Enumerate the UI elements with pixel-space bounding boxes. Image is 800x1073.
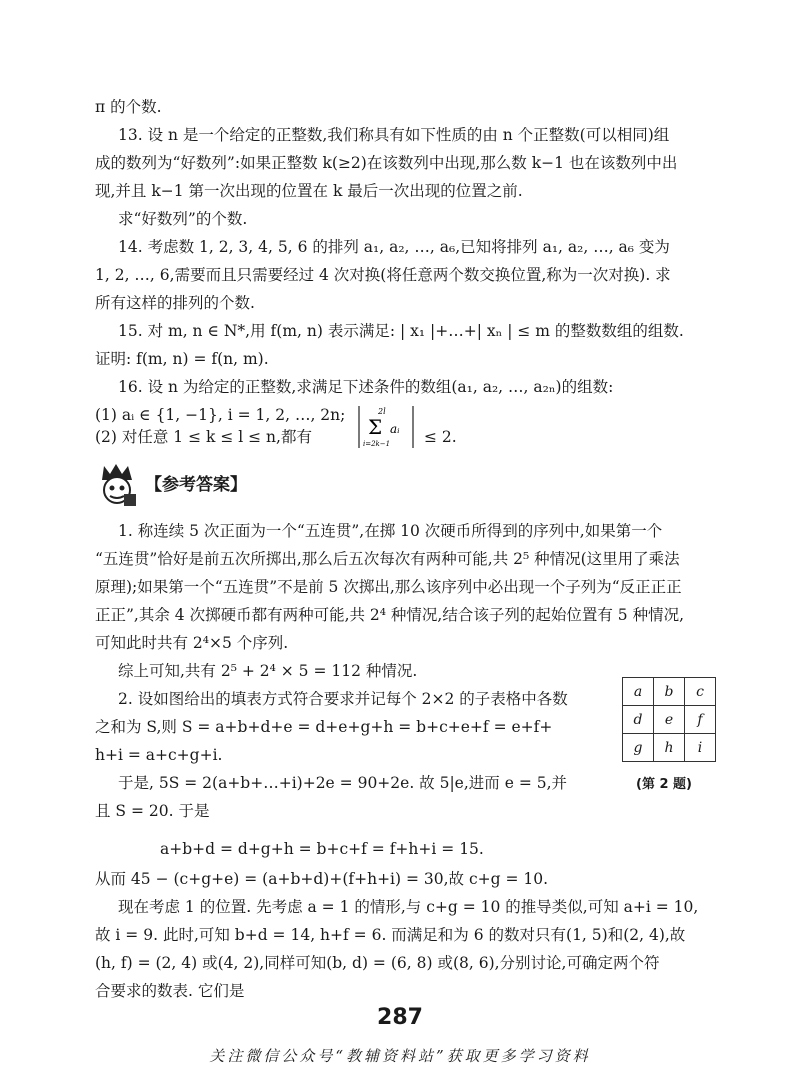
section-title: 【参考答案】	[145, 475, 247, 495]
problem-13: 13. 设 n 是一个给定的正整数,我们称具有如下性质的由 n 个正整数(可以相同)组	[118, 126, 670, 144]
answer-1: 1. 称连续 5 次正面为一个“五连贯”,在掷 10 次硬币所得到的序列中,如果第一个	[118, 522, 663, 540]
text-line: 综上可知,共有 2⁵ + 2⁴ × 5 = 112 种情况.	[118, 662, 418, 680]
text-line: 合要求的数表. 它们是	[95, 982, 245, 1000]
sum-body: aᵢ	[390, 422, 400, 436]
text-line: 所有这样的排列的个数.	[95, 294, 255, 312]
text-line: 之和为 S,则 S = a+b+d+e = d+e+g+h = b+c+e+f = e+f+	[95, 718, 553, 736]
sigma-icon: Σ	[368, 415, 383, 439]
text-line: (1) aᵢ ∈ {1, −1}, i = 1, 2, …, 2n;	[95, 406, 346, 424]
text-line: (h, f) = (2, 4) 或(4, 2),同样可知(b, d) = (6, 8) 或(8, 6),分别讨论,可确定两个符	[95, 954, 660, 972]
sum-upper: 2l	[378, 407, 386, 416]
text-line: h+i = a+c+g+i.	[95, 746, 223, 764]
text-line: 现,并且 k−1 第一次出现的位置在 k 最后一次出现的位置之前.	[95, 182, 523, 200]
answer-2: 2. 设如图给出的填表方式符合要求并记每个 2×2 的子表格中各数	[118, 690, 568, 708]
grid-cell: i	[685, 734, 716, 762]
figure-caption: (第 2 题)	[636, 777, 692, 792]
text-line: 故 i = 9. 此时,可知 b+d = 14, h+f = 6. 而满足和为 6 的数对只有(1, 5)和(2, 4),故	[95, 926, 686, 944]
problem-16: 16. 设 n 为给定的正整数,求满足下述条件的数组(a₁, a₂, …, a₂ₙ)的组数:	[118, 378, 614, 396]
grid-cell: b	[654, 678, 685, 706]
footer-watermark: 关注微信公众号“教辅资料站”获取更多学习资料	[209, 1047, 591, 1065]
problem-14: 14. 考虑数 1, 2, 3, 4, 5, 6 的排列 a₁, a₂, …, a₆,已知将排列 a₁, a₂, …, a₆ 变为	[118, 238, 670, 256]
text-line: ≤ 2.	[424, 428, 457, 446]
grid-cell: g	[623, 734, 654, 762]
summation-expression	[356, 404, 416, 450]
text-line: 从而 45 − (c+g+e) = (a+b+d)+(f+h+i) = 30,故 c+g = 10.	[95, 870, 549, 888]
text-line: 成的数列为“好数列”:如果正整数 k(≥2)在该数列中出现,那么数 k−1 也在该数列中出	[95, 154, 678, 172]
text-line: “五连贯”恰好是前五次所掷出,那么后五次每次有两种可能,共 2⁵ 种情况(这里用了乘法	[95, 550, 680, 568]
text-line: 于是, 5S = 2(a+b+…+i)+2e = 90+2e. 故 5|e,进而 e = 5,并	[118, 774, 568, 792]
grid-cell: e	[654, 706, 685, 734]
text-line: 正正”,其余 4 次掷硬币都有两种可能,共 2⁴ 种情况,结合该子列的起始位置有 5 种情况,	[95, 606, 684, 624]
text-line: 且 S = 20. 于是	[95, 802, 210, 820]
fill-grid-table	[622, 677, 716, 762]
cartoon-mascot-icon	[96, 462, 140, 508]
text-line: 可知此时共有 2⁴×5 个序列.	[95, 634, 289, 652]
grid-cell: h	[654, 734, 685, 762]
text-line: 证明: f(m, n) = f(n, m).	[95, 350, 269, 368]
grid-cell: d	[623, 706, 654, 734]
text-line: 原理);如果第一个“五连贯”不是前 5 次掷出,那么该序列中必出现一个子列为“反正正正	[95, 578, 682, 596]
grid-cell: f	[685, 706, 716, 734]
text-line: π 的个数.	[95, 98, 162, 116]
sum-lower: i=2k−1	[363, 440, 391, 448]
text-line: (2) 对任意 1 ≤ k ≤ l ≤ n,都有	[95, 428, 312, 446]
grid-cell: c	[685, 678, 716, 706]
text-line: 1, 2, …, 6,需要而且只需要经过 4 次对换(将任意两个数交换位置,称为一次对换). 求	[95, 266, 671, 284]
text-line: 求“好数列”的个数.	[118, 210, 248, 228]
page-number: 287	[377, 1005, 423, 1030]
equation-line: a+b+d = d+g+h = b+c+f = f+h+i = 15.	[160, 840, 484, 858]
problem-15: 15. 对 m, n ∈ N*,用 f(m, n) 表示满足: | x₁ |+…+| xₙ | ≤ m 的整数数组的组数.	[118, 322, 684, 340]
grid-cell: a	[623, 678, 654, 706]
text-line: 现在考虑 1 的位置. 先考虑 a = 1 的情形,与 c+g = 10 的推导类似,可知 a+i = 10,	[118, 898, 699, 916]
